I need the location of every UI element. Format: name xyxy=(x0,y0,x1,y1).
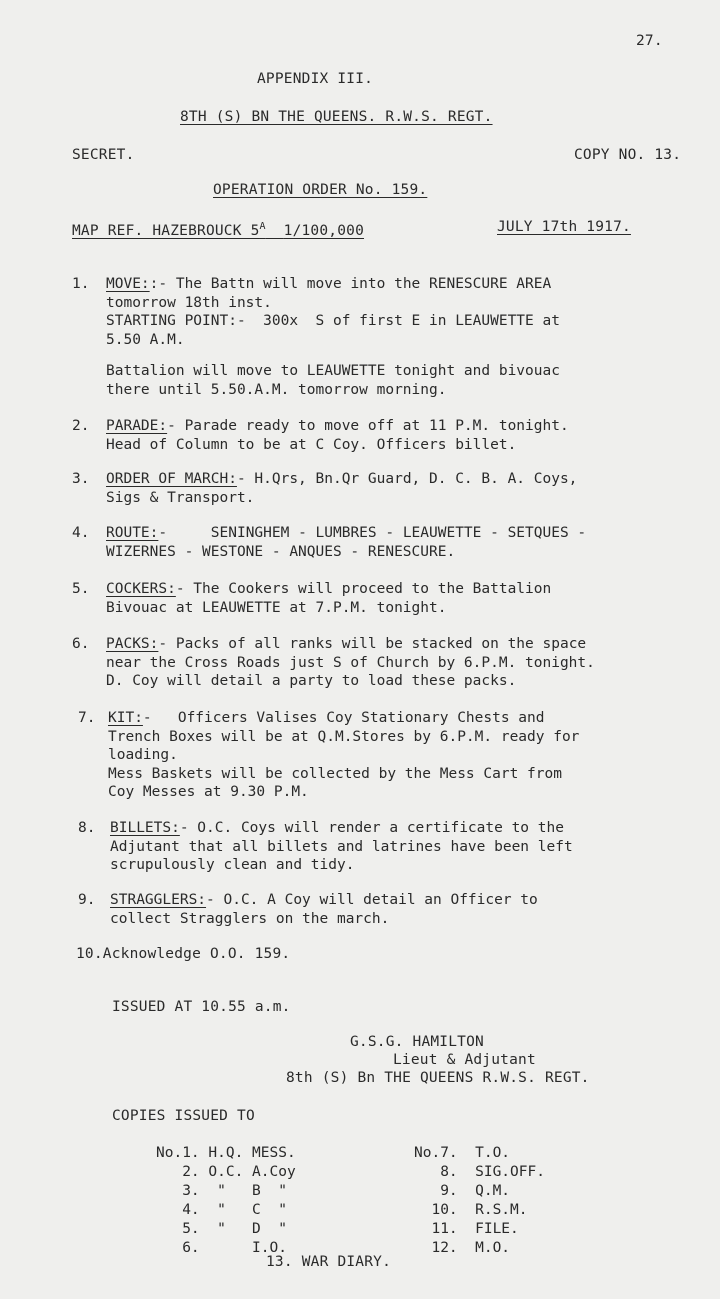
copy-entry: 6. I.O. xyxy=(156,1240,287,1256)
item-5 xyxy=(106,580,551,617)
map-ref-prefix: MAP REF. HAZEBROUCK 5 xyxy=(72,222,260,239)
item-number-1: 1. xyxy=(72,276,90,292)
item-8-line-2: Adjutant that all billets and latrines have been left xyxy=(110,838,573,855)
item-5-heading: COCKERS: xyxy=(106,581,176,597)
item-9-line-1: - O.C. A Coy will detail an Officer to xyxy=(206,892,538,908)
item-number-9: 9. xyxy=(78,892,96,908)
map-ref-scale: 1/100,000 xyxy=(283,222,365,239)
copy-entry: 11. FILE. xyxy=(414,1221,519,1237)
item-8-line-1: - O.C. Coys will render a certificate to the xyxy=(179,820,564,836)
item-7 xyxy=(108,709,579,802)
item-10 xyxy=(76,945,290,963)
copy-entry: 12. M.O. xyxy=(414,1240,511,1256)
issued-at: ISSUED AT 10.55 a.m. xyxy=(112,999,291,1015)
item-7-line-5: Coy Messes at 9.30 P.M. xyxy=(108,784,309,800)
unit-heading: 8TH (S) BN THE QUEENS. R.W.S. REGT. xyxy=(180,109,493,125)
item-2 xyxy=(106,417,569,454)
item-2-line-1: - Parade ready to move off at 11 P.M. tonight. xyxy=(167,418,569,434)
item-1-line-4: 5.50 A.M. xyxy=(106,331,185,348)
item-10-line-1: Acknowledge O.O. 159. xyxy=(102,946,291,962)
item-5-line-1: - The Cookers will proceed to the Battalion xyxy=(175,581,552,597)
item-9-heading: STRAGGLERS: xyxy=(110,892,207,908)
item-7-line-4: Mess Baskets will be collected by the Mess Cart from xyxy=(108,765,562,782)
item-8-heading: BILLETS: xyxy=(110,820,180,836)
item-2-heading: PARADE: xyxy=(106,418,168,434)
copy-entry: 4. " C " xyxy=(156,1202,287,1218)
item-7-heading: KIT: xyxy=(108,710,143,726)
item-8 xyxy=(110,819,573,875)
item-6-heading: PACKS: xyxy=(106,636,159,652)
copy-entry: No.1. H.Q. MESS. xyxy=(156,1145,296,1161)
copy-number: COPY NO. 13. xyxy=(574,147,682,163)
item-1-heading: MOVE: xyxy=(106,276,150,292)
item-3-line-2: Sigs & Transport. xyxy=(106,489,255,506)
item-number-3: 3. xyxy=(72,471,90,487)
copy-entry: No.7. T.O. xyxy=(414,1145,511,1161)
item-number-6: 6. xyxy=(72,636,90,652)
item-9 xyxy=(110,891,538,928)
map-reference xyxy=(72,218,364,240)
item-6 xyxy=(106,635,595,691)
item-number-4: 4. xyxy=(72,525,90,541)
item-1-line-2: tomorrow 18th inst. xyxy=(106,294,272,311)
item-number-5: 5. xyxy=(72,581,90,597)
item-4-line-2: WIZERNES - WESTONE - ANQUES - RENESCURE. xyxy=(106,543,456,560)
item-4-line-1: - SENINGHEM - LUMBRES - LEAUWETTE - SETQUES - xyxy=(158,525,587,541)
copy-entry: 3. " B " xyxy=(156,1183,287,1199)
item-number-10: 10. xyxy=(76,946,103,962)
copies-right-list xyxy=(414,1144,545,1258)
appendix-heading: APPENDIX III. xyxy=(257,71,374,87)
signature-unit: 8th (S) Bn THE QUEENS R.W.S. REGT. xyxy=(286,1070,590,1086)
item-6-line-1: - Packs of all ranks will be stacked on the space xyxy=(158,636,587,652)
page-number: 27. xyxy=(636,33,663,49)
battalion-note-line-2: there until 5.50.A.M. tomorrow morning. xyxy=(106,381,447,398)
item-9-line-2: collect Stragglers on the march. xyxy=(110,910,390,927)
item-1-line-3: STARTING POINT:- 300x S of first E in LEAUWETTE at xyxy=(106,313,560,329)
item-3-line-1: - H.Qrs, Bn.Qr Guard, D. C. B. A. Coys, xyxy=(236,471,578,487)
order-title: OPERATION ORDER No. 159. xyxy=(213,182,428,198)
item-4-heading: ROUTE: xyxy=(106,525,159,541)
signature-rank: Lieut & Adjutant xyxy=(393,1052,536,1068)
copy-entry: 9. Q.M. xyxy=(414,1183,511,1199)
item-4 xyxy=(106,524,586,561)
order-date: JULY 17th 1917. xyxy=(497,219,631,235)
copy-entry-war-diary: 13. WAR DIARY. xyxy=(266,1254,392,1270)
item-number-2: 2. xyxy=(72,418,90,434)
map-ref-superscript: A xyxy=(259,221,266,232)
copy-entry: 10. R.S.M. xyxy=(414,1202,528,1218)
item-number-8: 8. xyxy=(78,820,96,836)
copy-entry: 5. " D " xyxy=(156,1221,287,1237)
item-2-line-2: Head of Column to be at C Coy. Officers billet. xyxy=(106,436,517,453)
item-1-line-1: :- The Battn will move into the RENESCURE AREA xyxy=(149,276,552,292)
item-number-7: 7. xyxy=(78,710,96,726)
item-5-line-2: Bivouac at LEAUWETTE at 7.P.M. tonight. xyxy=(106,599,447,616)
item-7-line-1: - Officers Valises Coy Stationary Chests and xyxy=(142,710,545,726)
battalion-note xyxy=(106,362,560,399)
item-7-line-2: Trench Boxes will be at Q.M.Stores by 6.P.M. ready for xyxy=(108,728,580,745)
item-7-line-3: loading. xyxy=(108,747,178,763)
copy-entry: 8. SIG.OFF. xyxy=(414,1164,545,1180)
copies-left-list xyxy=(156,1144,296,1258)
battalion-note-line-1: Battalion will move to LEAUWETTE tonight and bivouac xyxy=(106,363,560,379)
item-6-line-2: near the Cross Roads just S of Church by 6.P.M. tonight. xyxy=(106,654,595,671)
item-1 xyxy=(106,275,560,349)
secret-label: SECRET. xyxy=(72,147,135,163)
item-8-line-3: scrupulously clean and tidy. xyxy=(110,857,355,873)
item-3 xyxy=(106,470,577,507)
item-3-heading: ORDER OF MARCH: xyxy=(106,471,237,487)
signature-name: G.S.G. HAMILTON xyxy=(350,1034,484,1050)
copy-entry: 2. O.C. A.Coy xyxy=(156,1164,296,1180)
copies-title: COPIES ISSUED TO xyxy=(112,1108,255,1124)
item-6-line-3: D. Coy will detail a party to load these packs. xyxy=(106,673,517,689)
